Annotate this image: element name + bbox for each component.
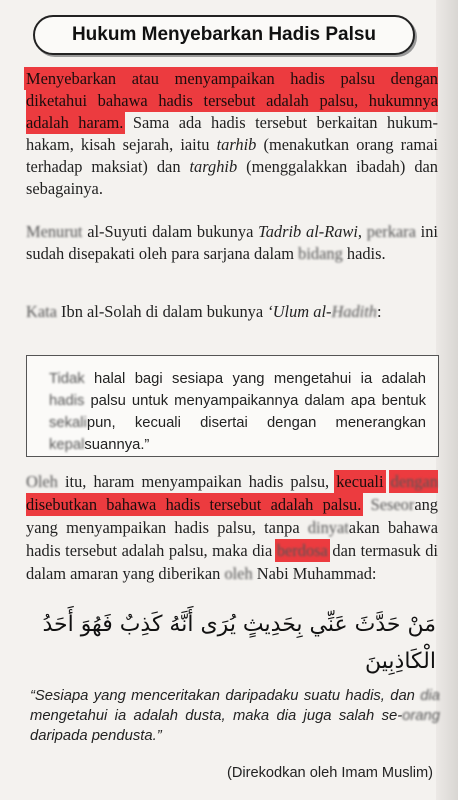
text: hadis. xyxy=(342,244,386,263)
blurred-word: Oleh xyxy=(26,472,58,491)
highlight-ruling: Menyebarkan atau menyampaikan hadis palsu dengan diketahui bahawa hadis tersebut adalah palsu, hukumnya adalah haram. xyxy=(26,69,438,132)
term-targhib: targhib xyxy=(189,157,238,176)
blurred-word: Hadith xyxy=(331,302,377,321)
text: : xyxy=(376,302,382,321)
text: Sama ada hadis tersebut berkaitan hukum-hakam, kisah sejarah, iaitu xyxy=(26,113,438,154)
paragraph-1 xyxy=(26,68,438,200)
text: palsu untuk menyampaikannya dalam apa bentuk xyxy=(84,393,426,409)
paragraph-3 xyxy=(26,301,438,323)
text: ang yang menyampaikan hadis palsu, tanpa xyxy=(26,495,438,537)
text: halal bagi sesiapa yang mengetahui ia adalah xyxy=(84,371,426,387)
blurred-word: Kata xyxy=(26,302,57,321)
blurred-word: dengan xyxy=(390,472,438,491)
term-tarhib: tarhib xyxy=(216,135,257,154)
blurred-word: dinyat xyxy=(307,518,349,537)
highlight-sin: berdosa xyxy=(276,541,328,560)
text: (menggalakkan ibadah) dan sebagainya. xyxy=(26,157,438,198)
text: Nabi Muhammad: xyxy=(252,564,377,583)
text: suannya.” xyxy=(84,437,150,453)
blurred-word: orang xyxy=(402,708,440,724)
title-box xyxy=(33,15,415,55)
text: itu, haram menyampaikan hadis palsu, xyxy=(57,472,337,491)
blurred-word: kepal xyxy=(49,437,85,453)
text: (menakutkan orang ramai terhadap maksiat) dan xyxy=(26,135,438,176)
arabic-hadith: مَنْ حَدَّثَ عَنِّي بِحَدِيثٍ يُرَى أَنَّهُ كَذِبٌ فَهُوَ أَحَدُ الْكَاذِبِينَ xyxy=(42,612,436,674)
blurred-word: Menurut xyxy=(26,222,83,241)
paragraph-4 xyxy=(26,470,438,585)
text: al-Suyuti dalam bukunya xyxy=(82,222,259,241)
text: “Sesiapa yang menceritakan daripadaku suatu hadis, dan xyxy=(30,688,421,704)
blurred-word: oleh xyxy=(224,564,253,583)
text: mengetahui ia adalah dusta, maka dia juga salah se- xyxy=(30,708,403,724)
highlight-exception: disebutkan bahawa hadis tersebut adalah palsu. xyxy=(26,495,362,514)
text: daripada pendusta.” xyxy=(30,728,162,744)
blurred-word: hadis xyxy=(49,393,85,409)
text: ini sudah disepakati oleh para sarjana dalam xyxy=(26,222,438,263)
page-edge xyxy=(436,0,458,800)
highlight-exception: kecuali xyxy=(336,472,384,491)
hadith-source: (Direkodkan oleh Imam Muslim) xyxy=(227,765,433,781)
hadith-translation xyxy=(30,686,440,746)
text: pun, kecuali disertai dengan menerangkan xyxy=(86,415,426,431)
text: dan termasuk di dalam amaran yang diberikan xyxy=(26,541,438,583)
text: akan bahawa hadis tersebut adalah palsu, maka dia xyxy=(26,518,438,560)
paragraph-2 xyxy=(26,221,438,265)
book-title: Tadrib al-Rawi xyxy=(258,222,358,241)
blurred-word: Tidak xyxy=(49,371,85,387)
page-title: Hukum Menyebarkan Hadis Palsu xyxy=(71,24,377,45)
blurred-word: sekali xyxy=(49,415,87,431)
blurred-word: perkara xyxy=(366,222,416,241)
blurred-word: Seseor xyxy=(370,495,415,514)
text: Ibn al-Solah di dalam bukunya xyxy=(56,302,268,321)
book-title: ‘Ulum al- xyxy=(267,302,332,321)
quote-box xyxy=(26,355,439,457)
text: , xyxy=(357,222,367,241)
blurred-word: dia xyxy=(420,688,440,704)
blurred-word: bidang xyxy=(298,244,343,263)
